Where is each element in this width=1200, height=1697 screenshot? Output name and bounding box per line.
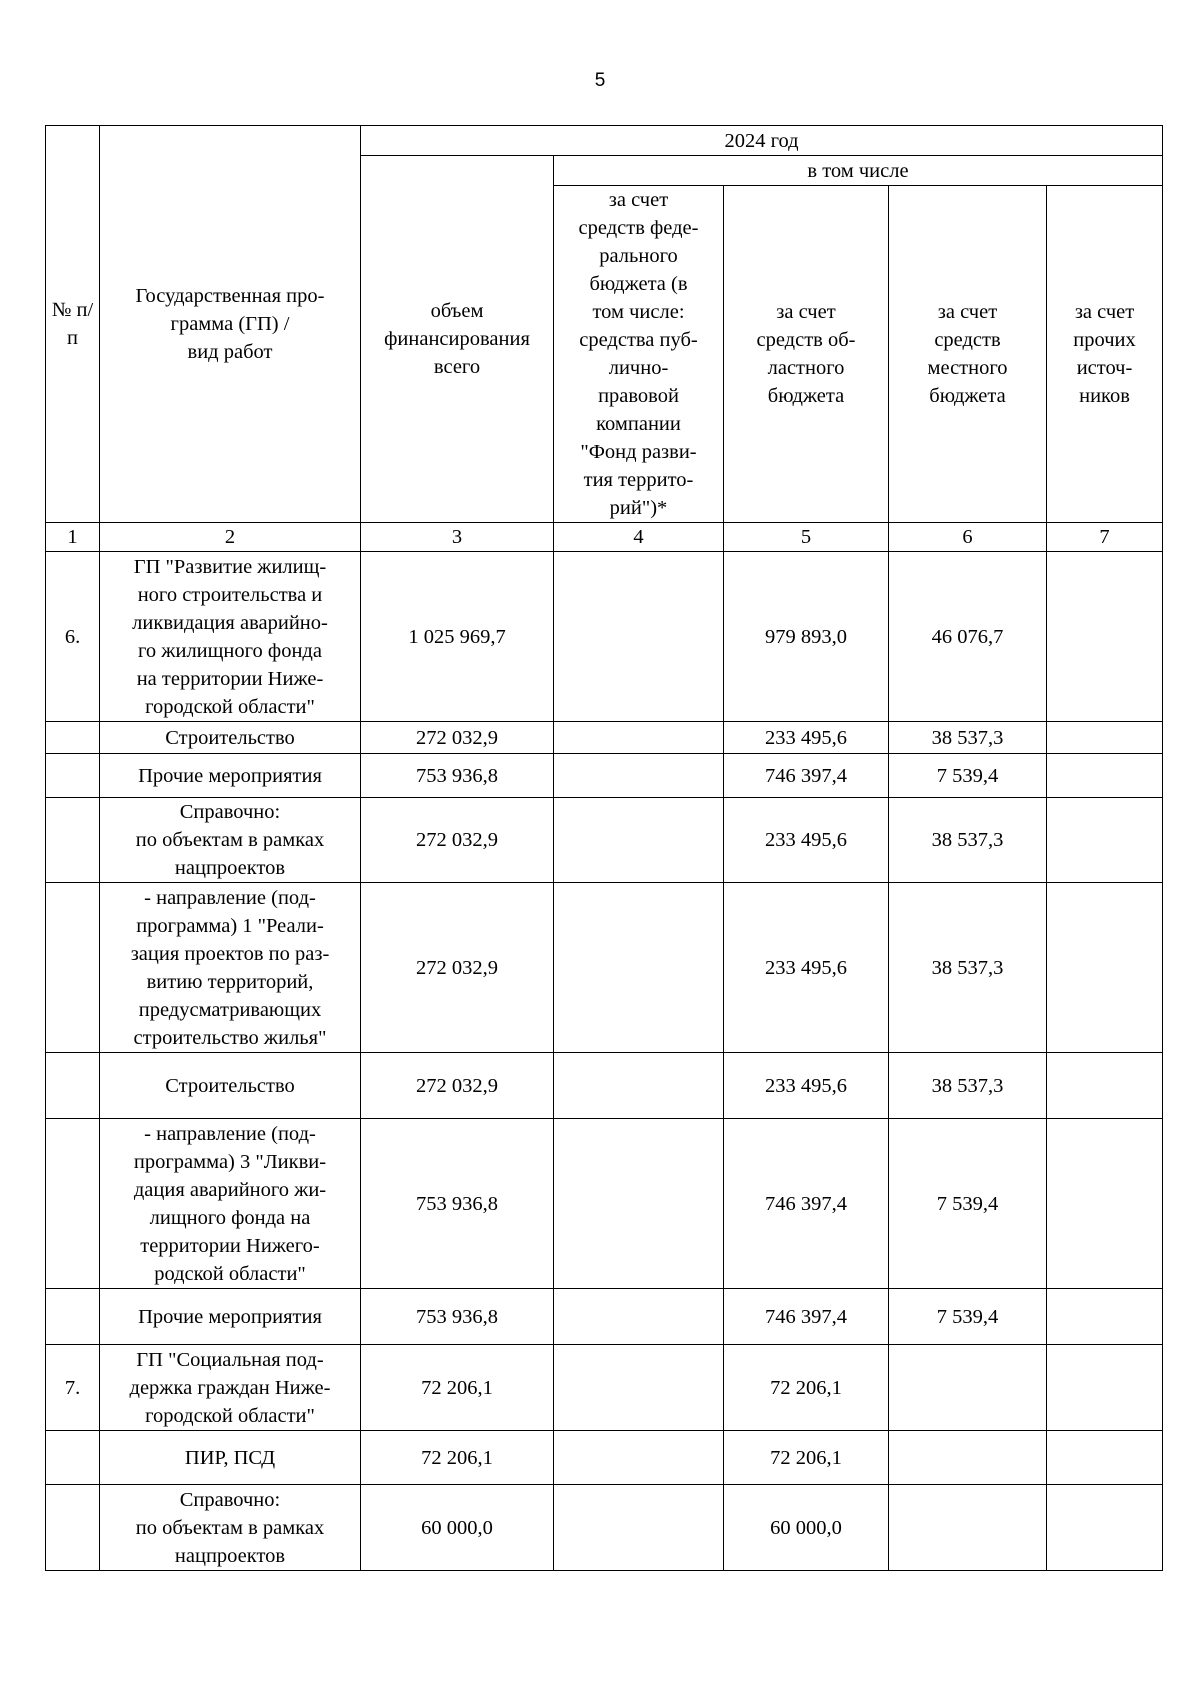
table-row xyxy=(46,754,1163,798)
row-federal xyxy=(554,754,724,798)
row-local: 7 539,4 xyxy=(889,1119,1047,1289)
row-local: 38 537,3 xyxy=(889,798,1047,883)
row-number xyxy=(46,754,100,798)
row-local: 38 537,3 xyxy=(889,883,1047,1053)
row-other xyxy=(1047,1119,1163,1289)
row-regional: 746 397,4 xyxy=(724,1119,889,1289)
row-other xyxy=(1047,552,1163,722)
table-row xyxy=(46,1053,1163,1119)
row-total: 272 032,9 xyxy=(361,883,554,1053)
row-federal xyxy=(554,1431,724,1485)
row-number xyxy=(46,1431,100,1485)
row-number: 7. xyxy=(46,1345,100,1431)
row-other xyxy=(1047,754,1163,798)
row-total: 1 025 969,7 xyxy=(361,552,554,722)
row-federal xyxy=(554,1345,724,1431)
row-name: Справочно: по объектам в рамках нацпроектов xyxy=(100,1485,361,1571)
row-total: 753 936,8 xyxy=(361,1119,554,1289)
column-number: 2 xyxy=(100,523,361,552)
row-number xyxy=(46,798,100,883)
row-other xyxy=(1047,1431,1163,1485)
table-row xyxy=(46,883,1163,1053)
header-year: 2024 год xyxy=(361,126,1163,156)
row-other xyxy=(1047,1485,1163,1571)
column-number: 6 xyxy=(889,523,1047,552)
table-row xyxy=(46,552,1163,722)
table-row xyxy=(46,1431,1163,1485)
row-total: 72 206,1 xyxy=(361,1431,554,1485)
table-header xyxy=(46,126,1163,552)
row-name: - направление (под- программа) 1 "Реали- зация проектов по раз- витию территорий, предусматривающих строительство жилья" xyxy=(100,883,361,1053)
column-number: 5 xyxy=(724,523,889,552)
row-number xyxy=(46,1289,100,1345)
row-local xyxy=(889,1485,1047,1571)
row-other xyxy=(1047,1345,1163,1431)
header-other: за счет прочих источ- ников xyxy=(1047,186,1163,523)
row-total: 272 032,9 xyxy=(361,722,554,754)
row-name: Строительство xyxy=(100,722,361,754)
row-federal xyxy=(554,883,724,1053)
row-federal xyxy=(554,1289,724,1345)
row-local: 7 539,4 xyxy=(889,1289,1047,1345)
row-local xyxy=(889,1431,1047,1485)
row-other xyxy=(1047,722,1163,754)
table-body xyxy=(46,552,1163,1571)
row-federal xyxy=(554,552,724,722)
header-federal: за счет средств феде- рального бюджета (в том числе: средства пуб- лично- правовой компании "Фонд разви- тия террито- рий")* xyxy=(554,186,724,523)
row-number xyxy=(46,883,100,1053)
row-regional: 746 397,4 xyxy=(724,754,889,798)
row-federal xyxy=(554,1485,724,1571)
row-federal xyxy=(554,722,724,754)
row-regional: 72 206,1 xyxy=(724,1431,889,1485)
row-number xyxy=(46,1053,100,1119)
header-including: в том числе xyxy=(554,156,1163,186)
row-regional: 233 495,6 xyxy=(724,722,889,754)
row-number: 6. xyxy=(46,552,100,722)
row-local: 7 539,4 xyxy=(889,754,1047,798)
column-number: 7 xyxy=(1047,523,1163,552)
row-name: Строительство xyxy=(100,1053,361,1119)
table-row xyxy=(46,1485,1163,1571)
row-total: 60 000,0 xyxy=(361,1485,554,1571)
row-local xyxy=(889,1345,1047,1431)
header-number: № п/п xyxy=(46,126,100,523)
row-total: 272 032,9 xyxy=(361,1053,554,1119)
row-name: - направление (под- программа) 3 "Ликви- дация аварийного жи- лищного фонда на территории Нижего- родской области" xyxy=(100,1119,361,1289)
header-program: Государственная про- грамма (ГП) / вид работ xyxy=(100,126,361,523)
row-regional: 233 495,6 xyxy=(724,1053,889,1119)
row-federal xyxy=(554,1053,724,1119)
row-name: ГП "Социальная под- держка граждан Ниже- городской области" xyxy=(100,1345,361,1431)
row-other xyxy=(1047,798,1163,883)
table-row xyxy=(46,1345,1163,1431)
row-number xyxy=(46,1119,100,1289)
row-regional: 72 206,1 xyxy=(724,1345,889,1431)
column-number: 1 xyxy=(46,523,100,552)
row-regional: 233 495,6 xyxy=(724,798,889,883)
row-regional: 979 893,0 xyxy=(724,552,889,722)
row-regional: 746 397,4 xyxy=(724,1289,889,1345)
page-number: 5 xyxy=(594,70,606,91)
table-row xyxy=(46,722,1163,754)
row-total: 753 936,8 xyxy=(361,754,554,798)
row-total: 272 032,9 xyxy=(361,798,554,883)
financing-table xyxy=(45,125,1163,1571)
column-number: 4 xyxy=(554,523,724,552)
header-total: объем финансирования всего xyxy=(361,156,554,523)
row-federal xyxy=(554,1119,724,1289)
header-regional: за счет средств об- ластного бюджета xyxy=(724,186,889,523)
row-name: ГП "Развитие жилищ- ного строительства и ликвидация аварийно- го жилищного фонда на территории Ниже- городской области" xyxy=(100,552,361,722)
row-number xyxy=(46,722,100,754)
header-local: за счет средств местного бюджета xyxy=(889,186,1047,523)
table-row xyxy=(46,1289,1163,1345)
row-other xyxy=(1047,1289,1163,1345)
column-number: 3 xyxy=(361,523,554,552)
row-total: 753 936,8 xyxy=(361,1289,554,1345)
row-name: Прочие мероприятия xyxy=(100,1289,361,1345)
row-federal xyxy=(554,798,724,883)
table-row xyxy=(46,798,1163,883)
row-name: Прочие мероприятия xyxy=(100,754,361,798)
table-row xyxy=(46,1119,1163,1289)
row-name: Справочно: по объектам в рамках нацпроектов xyxy=(100,798,361,883)
column-numbers-row xyxy=(46,523,1163,552)
row-regional: 233 495,6 xyxy=(724,883,889,1053)
row-total: 72 206,1 xyxy=(361,1345,554,1431)
row-regional: 60 000,0 xyxy=(724,1485,889,1571)
row-local: 46 076,7 xyxy=(889,552,1047,722)
row-local: 38 537,3 xyxy=(889,722,1047,754)
row-local: 38 537,3 xyxy=(889,1053,1047,1119)
row-name: ПИР, ПСД xyxy=(100,1431,361,1485)
row-other xyxy=(1047,1053,1163,1119)
row-other xyxy=(1047,883,1163,1053)
row-number xyxy=(46,1485,100,1571)
